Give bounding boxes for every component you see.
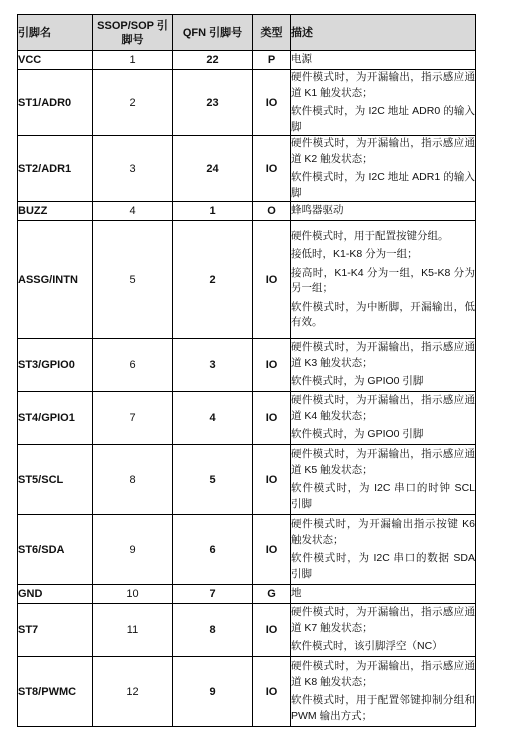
pin-type-cell: IO [253, 70, 291, 136]
pin-type-cell: IO [253, 392, 291, 445]
pin-name-cell: ST8/PWMC [18, 657, 93, 727]
pin-name-cell: VCC [18, 51, 93, 70]
description-line: 电源 [291, 53, 312, 66]
table-row [18, 202, 476, 221]
pin-name-cell: ST2/ADR1 [18, 136, 93, 202]
pin-name-cell: GND [18, 585, 93, 604]
table-row [18, 585, 476, 604]
description-line: 地 [291, 587, 302, 600]
header-pin-name: 引脚名 [18, 15, 93, 51]
table-row [18, 604, 476, 657]
description-line: 硬件模式时，为开漏输出，指示感应通道 K1 触发状态； [291, 71, 475, 99]
description-line: 接低时，K1-K8 分为一组； [291, 248, 418, 260]
description-cell [291, 51, 476, 70]
ssop-pin-cell: 11 [93, 604, 173, 657]
description-line: 硬件模式时，为开漏输出，指示感应通道 K3 触发状态； [291, 341, 475, 369]
qfn-pin-cell: 8 [173, 604, 253, 657]
table-row [18, 51, 476, 70]
description-cell [291, 585, 476, 604]
pin-name-cell: ASSG/INTN [18, 221, 93, 339]
qfn-pin-cell: 9 [173, 657, 253, 727]
pin-name-cell: ST4/GPIO1 [18, 392, 93, 445]
pin-type-cell: IO [253, 657, 291, 727]
qfn-pin-cell: 1 [173, 202, 253, 221]
pin-name-cell: ST3/GPIO0 [18, 339, 93, 392]
header-description: 描述 [291, 15, 476, 51]
qfn-pin-cell: 7 [173, 585, 253, 604]
pin-type-cell: G [253, 585, 291, 604]
description-line: 硬件模式时，为开漏输出，指示感应通道 K4 触发状态； [291, 394, 475, 422]
pin-name-cell: ST5/SCL [18, 445, 93, 515]
description-cell [291, 604, 476, 657]
qfn-pin-cell: 23 [173, 70, 253, 136]
header-ssop-pin: SSOP/SOP 引脚号 [93, 15, 173, 51]
description-line: 软件模式时，为中断脚，开漏输出，低有效。 [291, 300, 475, 328]
table-body [18, 51, 476, 727]
description-line: 硬件模式时，为开漏输出指示按键 K6 触发状态； [291, 518, 475, 546]
description-line: 软件模式时，为 I2C 串口的时钟 SCL 引脚 [291, 482, 475, 510]
description-cell [291, 392, 476, 445]
header-qfn-pin: QFN 引脚号 [173, 15, 253, 51]
description-line: 软件模式时，该引脚浮空（NC） [291, 640, 443, 653]
description-cell [291, 70, 476, 136]
pin-name-cell: ST1/ADR0 [18, 70, 93, 136]
table-header-row [18, 15, 476, 51]
description-line: 软件模式时，为 GPIO0 引脚 [291, 375, 424, 388]
qfn-pin-cell: 6 [173, 515, 253, 585]
description-cell [291, 339, 476, 392]
qfn-pin-cell: 3 [173, 339, 253, 392]
ssop-pin-cell: 7 [93, 392, 173, 445]
qfn-pin-cell: 5 [173, 445, 253, 515]
description-line: 硬件模式时，为开漏输出，指示感应通道 K5 触发状态； [291, 448, 475, 476]
qfn-pin-cell: 2 [173, 221, 253, 339]
table-row [18, 445, 476, 515]
pin-type-cell: IO [253, 221, 291, 339]
ssop-pin-cell: 8 [93, 445, 173, 515]
pin-name-cell: ST6/SDA [18, 515, 93, 585]
ssop-pin-cell: 4 [93, 202, 173, 221]
qfn-pin-cell: 24 [173, 136, 253, 202]
table-row [18, 515, 476, 585]
ssop-pin-cell: 9 [93, 515, 173, 585]
description-line: 软件模式时，为 I2C 串口的数据 SDA 引脚 [291, 552, 475, 580]
header-type: 类型 [253, 15, 291, 51]
description-line: 软件模式时，为 GPIO0 引脚 [291, 428, 424, 441]
description-line: 硬件模式时，为开漏输出，指示感应通道 K2 触发状态； [291, 137, 475, 165]
ssop-pin-cell: 10 [93, 585, 173, 604]
description-cell [291, 136, 476, 202]
table-row [18, 392, 476, 445]
description-cell [291, 221, 476, 339]
description-cell [291, 202, 476, 221]
pin-type-cell: O [253, 202, 291, 221]
pin-type-cell: IO [253, 136, 291, 202]
table-row [18, 136, 476, 202]
qfn-pin-cell: 4 [173, 392, 253, 445]
ssop-pin-cell: 5 [93, 221, 173, 339]
description-line: 软件模式时，用于配置邻键抑制分组和 PWM 输出方式； [291, 694, 475, 722]
ssop-pin-cell: 6 [93, 339, 173, 392]
pin-type-cell: IO [253, 515, 291, 585]
description-cell [291, 445, 476, 515]
pin-type-cell: IO [253, 339, 291, 392]
description-cell [291, 657, 476, 727]
description-line: 蜂鸣器驱动 [291, 204, 344, 217]
pin-name-cell: BUZZ [18, 202, 93, 221]
description-cell [291, 515, 476, 585]
description-line: 硬件模式时，用于配置按键分组。 [291, 229, 449, 242]
pin-type-cell: IO [253, 445, 291, 515]
ssop-pin-cell: 2 [93, 70, 173, 136]
table-row [18, 657, 476, 727]
qfn-pin-cell: 22 [173, 51, 253, 70]
description-line: 硬件模式时，为开漏输出，指示感应通道 K7 触发状态； [291, 606, 475, 634]
description-line: 接高时，K1-K4 分为一组，K5-K8 分为另一组； [291, 266, 475, 294]
ssop-pin-cell: 12 [93, 657, 173, 727]
pin-description-table [17, 14, 476, 727]
pin-type-cell: IO [253, 604, 291, 657]
pin-type-cell: P [253, 51, 291, 70]
ssop-pin-cell: 1 [93, 51, 173, 70]
pin-name-cell: ST7 [18, 604, 93, 657]
table-row [18, 221, 476, 339]
description-line: 硬件模式时，为开漏输出，指示感应通道 K8 触发状态； [291, 660, 475, 688]
ssop-pin-cell: 3 [93, 136, 173, 202]
description-line: 软件模式时，为 I2C 地址 ADR0 的输入脚 [291, 105, 475, 133]
description-line: 软件模式时，为 I2C 地址 ADR1 的输入脚 [291, 171, 475, 199]
table-row [18, 339, 476, 392]
table-row [18, 70, 476, 136]
